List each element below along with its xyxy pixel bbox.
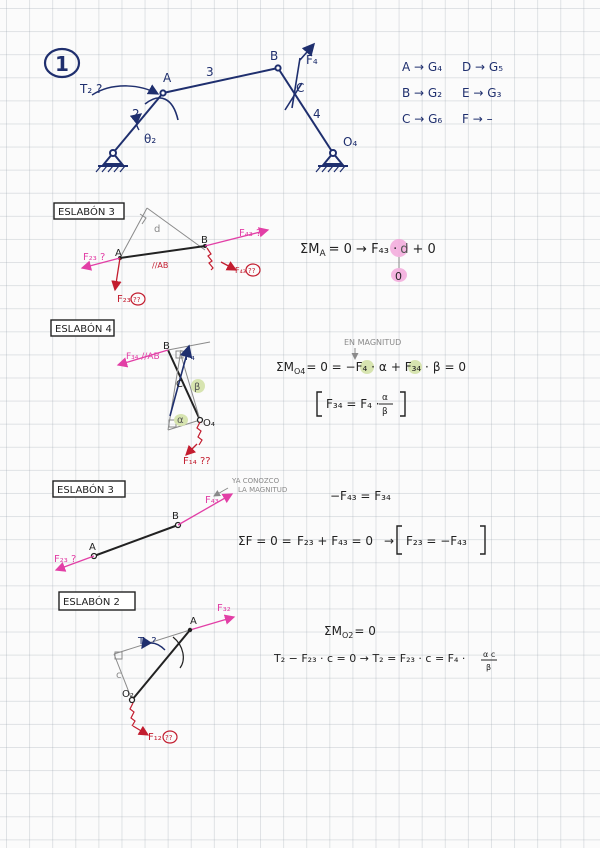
svg-text:??: ?? [133,296,141,304]
section-4-title [59,592,135,610]
svg-text:β: β [194,382,201,393]
section-1-labels [83,224,261,305]
svg-text:ESLABÓN 2: ESLABÓN 2 [63,597,120,608]
svg-text://AB: //AB [152,261,169,270]
svg-text:c: c [116,670,122,681]
svg-text:→: → [384,534,395,548]
section-2-note: EN MAGNITUD [344,338,402,347]
svg-text:B: B [201,235,208,246]
section-1-diagram [82,208,268,305]
equivalence-table [402,60,503,126]
label-link3: 3 [206,65,214,79]
svg-text:A: A [190,616,197,627]
label-C: C [296,81,305,95]
section-3-title [53,481,125,497]
svg-text:B: B [172,511,179,522]
svg-text:−F₄₃ = F₃₄: −F₄₃ = F₃₄ [330,489,391,503]
section-1-equation [300,239,436,283]
section-4-diagram [114,617,234,743]
svg-text:??: ?? [248,267,256,275]
svg-text:C: C [176,379,183,390]
label-T2: T₂ ? [80,82,103,96]
svg-text:F₁₄ ??: F₁₄ ?? [183,456,211,467]
label-A: A [163,71,172,85]
svg-text:F₂₃ ?: F₂₃ ? [54,554,77,565]
svg-text:F₃₄ //AB: F₃₄ //AB [126,352,160,362]
label-link2: 2 [132,107,140,121]
equiv-0-left: A → G₄ [402,60,443,74]
label-link4: 4 [313,107,321,121]
svg-text:ΣF = 0 =: ΣF = 0 = [238,534,292,548]
svg-text:O₂: O₂ [122,689,134,700]
mechanism-labels [79,49,357,149]
section-4-labels [116,603,231,743]
svg-text:O₄: O₄ [203,418,215,429]
label-O4: O₄ [343,135,358,149]
label-theta2: θ₂ [144,132,157,146]
svg-text:T₂ ?: T₂ ? [138,636,157,647]
section-1-title [54,203,124,219]
svg-text:ESLABÓN 3: ESLABÓN 3 [58,207,115,218]
svg-text:F₄₃: F₄₃ [235,266,247,275]
section-2-equation [276,338,466,417]
svg-text:α: α [177,415,184,426]
svg-text:B: B [163,341,170,352]
link-4 [278,68,333,153]
svg-text:F₃₂: F₃₂ [217,603,231,614]
section-4-equation [273,624,497,672]
svg-text:F₄: F₄ [185,352,195,363]
svg-text:F₂₃ ?: F₂₃ ? [83,252,106,263]
svg-text:F₄₃: F₄₃ [205,495,219,506]
svg-text:T₂ − F₂₃ · c = 0 → T₂ = F₂₃ ·: T₂ − F₂₃ · c = 0 → T₂ = F₂₃ · c = F₄ · [274,652,466,665]
svg-text:LA MAGNITUD: LA MAGNITUD [238,486,288,494]
equiv-0-right: D → G₅ [462,60,504,74]
svg-text:ΣMA= 0 → F₄₃ ·d+ 0: $\Sigma M_A = 0 \to F_{43} \cdot d + 0$ [300,242,436,259]
svg-text:F₂₃ = −F₄₃: F₂₃ = −F₄₃ [406,534,467,548]
svg-text:d: d [154,224,161,235]
equiv-2-right: F → – [462,112,493,126]
svg-text:F₄₃ ?: F₄₃ ? [239,228,262,239]
svg-text:F₂₃: F₂₃ [117,294,131,305]
svg-text:F₃₄ = F₄ ·: F₃₄ = F₄ · [326,397,380,411]
problem-number [45,49,79,77]
section-2-labels [126,341,215,467]
svg-text:F₂₃ + F₄₃ = 0: F₂₃ + F₄₃ = 0 [297,534,374,548]
label-F4: F₄ [306,53,318,67]
problem-number-text: 1 [55,52,69,76]
equiv-1-right: E → G₃ [462,86,502,100]
link-3 [163,68,278,93]
svg-text:F₁₂: F₁₂ [148,732,162,743]
svg-text:ΣMO2= 0: $\Sigma M_{O2}= 0$ [324,624,376,640]
svg-text:A: A [89,542,96,553]
label-B: B [270,49,279,63]
section-3-equation [238,489,485,554]
section-3-note: YA CONOZCO [232,477,280,485]
svg-text:β: β [382,407,388,417]
svg-text:ESLABÓN 4: ESLABÓN 4 [55,324,112,335]
equiv-1-left: B → G₂ [402,86,443,100]
svg-text:α: α [382,393,388,403]
svg-text:β: β [486,663,492,672]
svg-text:0: 0 [395,270,402,283]
svg-text:ΣMO4= 0 = −F₄ ·α+ F₃₄ ·β= 0: $\Sigma M_{O4}= 0 = -F_4 \cdot \alpha + F_{34} \cdot \beta = 0$ [276,360,467,376]
svg-text:??: ?? [165,734,173,742]
section-2-title [51,320,114,336]
svg-text:ESLABÓN 3: ESLABÓN 3 [57,485,114,496]
equiv-2-left: C → G₆ [402,112,443,126]
svg-text:α c: α c [483,650,496,659]
svg-text:A: A [115,248,122,259]
